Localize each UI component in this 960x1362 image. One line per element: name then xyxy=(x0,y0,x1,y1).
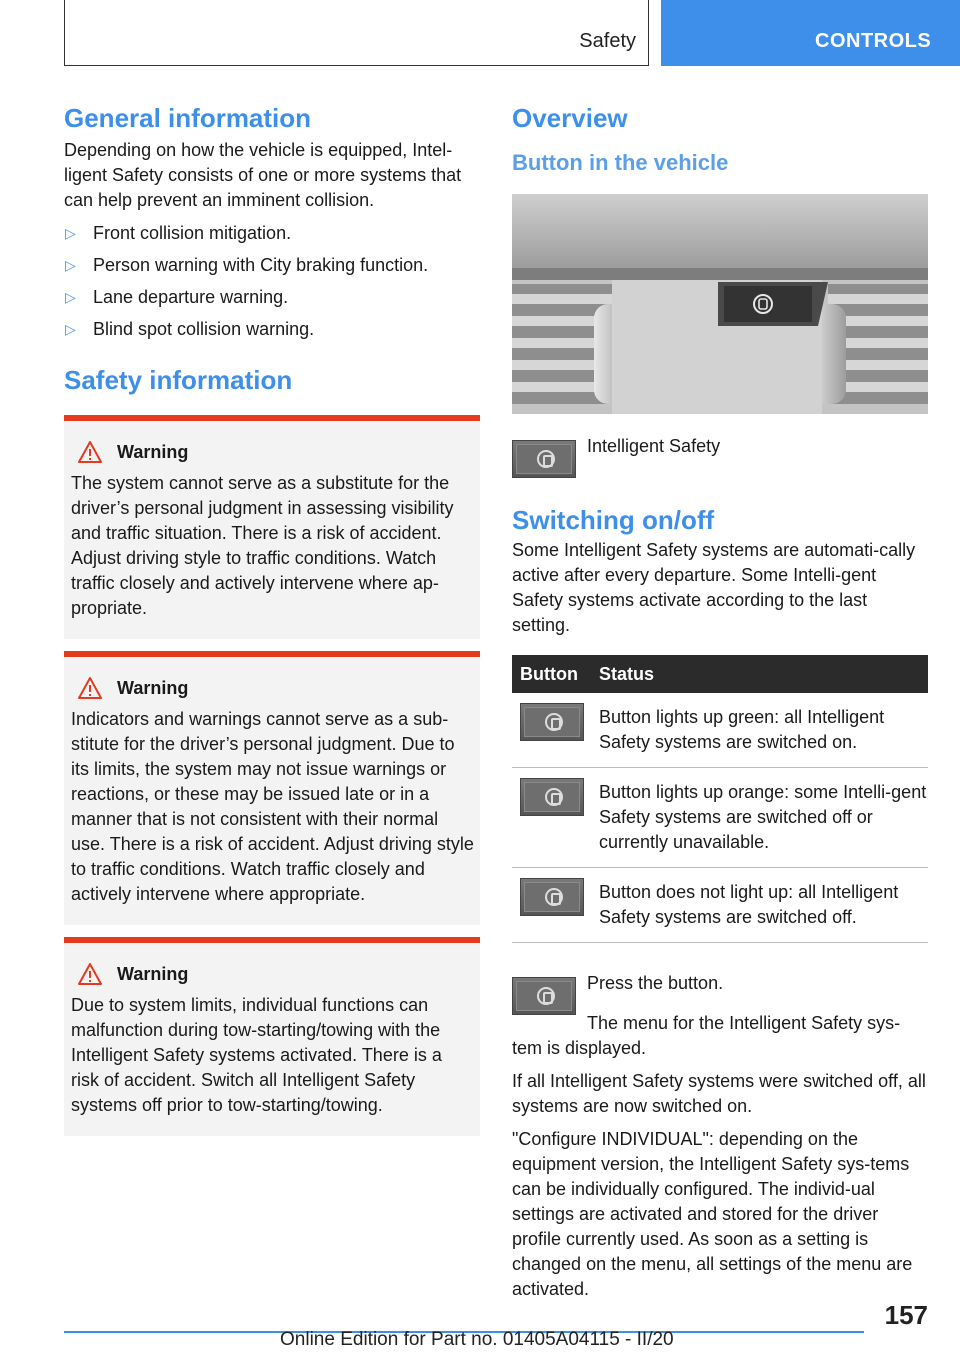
intelligent-safety-button-icon xyxy=(520,703,584,741)
header-frame xyxy=(64,0,649,66)
list-item: ▷ Lane departure warning. xyxy=(64,285,480,310)
table-row xyxy=(512,693,928,768)
press-result-text: The menu for the Intelligent Safety sys-tem is displayed. xyxy=(512,1013,901,1058)
intelligent-safety-button-icon xyxy=(512,977,576,1015)
chapter-tab[interactable] xyxy=(661,0,960,66)
general-information-text: Depending on how the vehicle is equipped, Intel-ligent Safety consists of one or more systems that can help prevent an imminent collision. xyxy=(64,140,462,210)
warning-box xyxy=(64,937,480,1136)
overview-heading: Overview xyxy=(512,103,628,133)
warning-text: Due to system limits, individual functions can malfunction during tow-starting/towing with the Intelligent Safety systems activated. There is a risk of accident. Switch all Intelligent Safety systems off prior to tow-starting/towing. xyxy=(71,995,442,1115)
intelligent-safety-button-icon xyxy=(512,440,576,478)
button-in-vehicle-subheading: Button in the vehicle xyxy=(512,150,729,175)
intelligent-safety-label: Intelligent Safety xyxy=(587,436,721,456)
list-item: ▷ Person warning with City braking function. xyxy=(64,253,480,278)
intelligent-safety-button-icon xyxy=(520,778,584,816)
list-item: ▷ Blind spot collision warning. xyxy=(64,317,480,342)
intelligent-safety-legend xyxy=(512,434,928,478)
column-header-button: Button xyxy=(512,655,599,693)
safety-information-heading: Safety information xyxy=(64,365,293,395)
status-text: Button does not light up: all Intelligent Safety systems are switched off. xyxy=(599,868,928,943)
triangle-bullet-icon: ▷ xyxy=(65,257,76,273)
edition-footer: Online Edition for Part no. 01405A04115 - II/20 xyxy=(280,1329,674,1350)
dashboard-illustration xyxy=(512,194,928,414)
all-off-paragraph: If all Intelligent Safety systems were switched off, all systems are now switched on. xyxy=(512,1071,926,1116)
general-information-heading: General information xyxy=(64,103,312,133)
status-text: Button lights up orange: some Intelli-gent Safety systems are switched off or currently unavailable. xyxy=(599,768,928,868)
warning-text: Indicators and warnings cannot serve as a sub-stitute for the driver’s personal judgment. Due to its limits, the system may not issue warnings or reactions, or these may be issued late or in a manner that is not consistent with their normal use. There is a risk of accident. Adjust driving style to traffic conditions. Watch traffic closely and actively intervene where appropriate. xyxy=(71,709,474,904)
left-column xyxy=(64,100,480,1136)
warning-title: Warning xyxy=(117,677,189,698)
warning-box xyxy=(64,415,480,639)
configure-individual-paragraph: "Configure INDIVIDUAL": depending on the equipment version, the Intelligent Safety sys-tems can be individually configured. The individ-ual settings are activated and stored for the driver profile currently used. As soon as a setting is changed on the menu, all settings of the menu are activated. xyxy=(512,1129,913,1299)
triangle-bullet-icon: ▷ xyxy=(65,225,76,241)
press-button-step xyxy=(512,971,928,1015)
warning-text: The system cannot serve as a substitute for the driver’s personal judgment in assessing visibility and traffic situation. There is a risk of accident. Adjust driving style to traffic conditions. Watch traffic closely and actively intervene where ap-propriate. xyxy=(71,473,454,618)
warning-triangle-icon xyxy=(77,962,103,986)
switching-on-off-heading: Switching on/off xyxy=(512,505,715,535)
column-header-status: Status xyxy=(599,655,928,693)
warning-triangle-icon xyxy=(77,676,103,700)
system-list xyxy=(64,221,480,342)
page-number: 157 xyxy=(884,1300,928,1330)
warning-triangle-icon xyxy=(77,440,103,464)
status-text: Button lights up green: all Intelligent Safety systems are switched on. xyxy=(599,693,928,768)
dashboard-photo xyxy=(512,194,928,414)
button-status-table xyxy=(512,655,928,943)
triangle-bullet-icon: ▷ xyxy=(65,289,76,305)
warning-title: Warning xyxy=(117,963,189,984)
switching-text: Some Intelligent Safety systems are automati-cally active after every departure. Some Intelli-gent Safety systems activate according to the last setting. xyxy=(512,540,916,635)
right-column xyxy=(512,100,928,1302)
warning-title: Warning xyxy=(117,441,189,462)
press-button-text: Press the button. xyxy=(587,973,724,993)
list-item: ▷ Front collision mitigation. xyxy=(64,221,480,246)
triangle-bullet-icon: ▷ xyxy=(65,321,76,337)
warning-box xyxy=(64,651,480,925)
table-row xyxy=(512,768,928,868)
section-title: Safety xyxy=(579,30,636,52)
chapter-tab-label: CONTROLS xyxy=(815,30,932,52)
table-row xyxy=(512,868,928,943)
intelligent-safety-button-icon xyxy=(520,878,584,916)
